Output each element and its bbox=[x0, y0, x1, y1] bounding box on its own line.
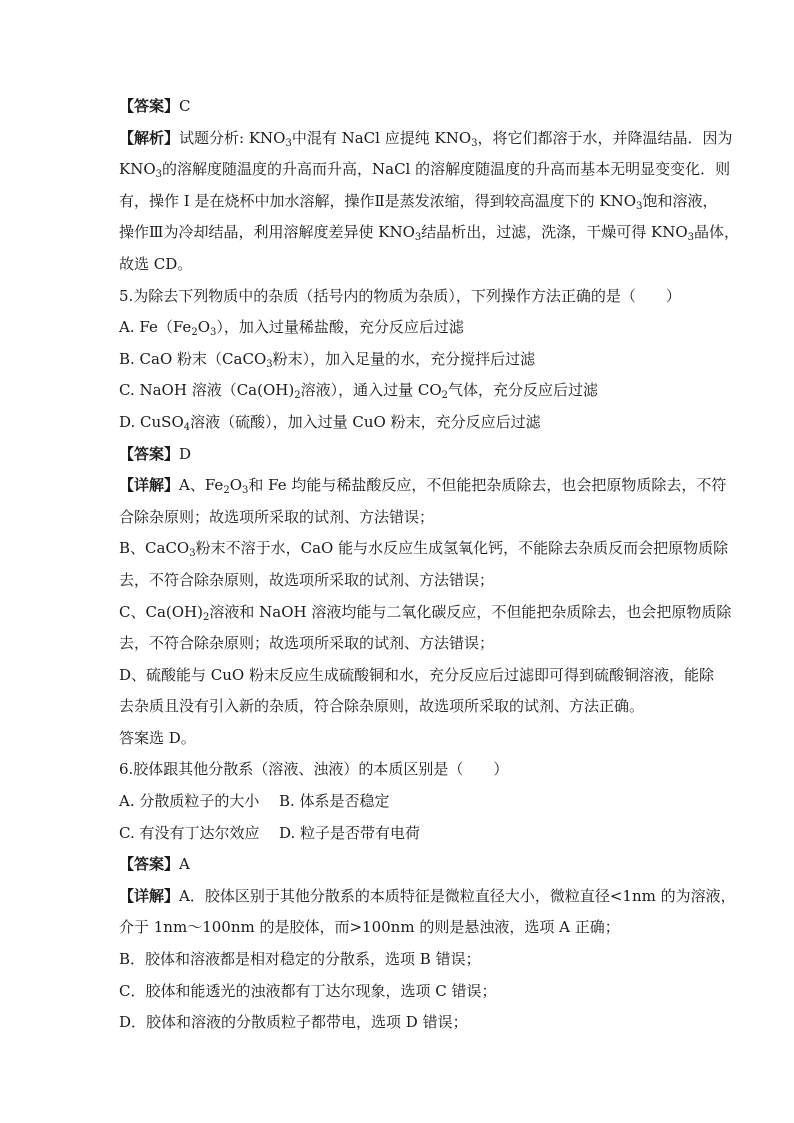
text-line bbox=[119, 696, 689, 728]
text-run: 合除杂原则；故选项所采取的试剂、方法错误； bbox=[119, 507, 435, 526]
text-line bbox=[119, 981, 689, 1013]
subscript: 3 bbox=[266, 358, 273, 370]
text-line bbox=[119, 917, 689, 949]
subscript: 3 bbox=[687, 232, 695, 244]
text-run: 【答案】 bbox=[119, 855, 180, 874]
text-run: 粉末不溶于水，CaO 能与水反应生成氢氧化钙，不能除去杂质反而会把原物质除 bbox=[195, 539, 729, 558]
document-body bbox=[119, 96, 740, 1044]
text-run: O bbox=[229, 476, 243, 495]
text-run: 去杂质且没有引入新的杂质，符合除杂原则，故选项所采取的试剂、方法正确。 bbox=[119, 697, 645, 716]
text-run: C、Ca(OH) bbox=[119, 602, 203, 621]
text-run: ，将它们都溶于水，并降温结晶．因为 bbox=[477, 128, 733, 147]
text-run: 的溶解度随温度的升高而升高，NaCl 的溶解度随温度的升高而基本无明显变变化．则 bbox=[162, 160, 731, 179]
text-run: C bbox=[179, 97, 191, 115]
text-line bbox=[119, 633, 689, 665]
option-text: C. 有没有丁达尔效应 bbox=[119, 823, 260, 842]
text-line bbox=[119, 128, 733, 160]
text-run: B. CaO 粉末（CaCO bbox=[119, 349, 267, 368]
text-line bbox=[119, 538, 729, 570]
text-run: D、硫酸能与 CuO 粉末反应生成硫酸铜和水，充分反应后过滤即可得到硫酸铜溶液，能除 bbox=[119, 665, 715, 684]
subscript: 3 bbox=[471, 137, 478, 149]
text-line bbox=[119, 96, 689, 128]
subscript: 3 bbox=[285, 137, 292, 149]
text-run: 晶体， bbox=[694, 223, 740, 242]
text-line bbox=[119, 444, 689, 476]
text-run: O bbox=[197, 318, 210, 337]
text-line bbox=[119, 349, 689, 381]
text-line bbox=[119, 507, 689, 539]
subscript: 3 bbox=[210, 327, 217, 339]
subscript: 3 bbox=[636, 200, 643, 212]
text-line bbox=[119, 791, 689, 823]
text-run: 和 Fe 均能与稀盐酸反应，不但能把杂质除去，也会把原物质除去，不符 bbox=[248, 476, 727, 495]
text-line bbox=[119, 317, 689, 349]
text-run: 有，操作 I 是在烧杯中加水溶解，操作Ⅱ是蒸发浓缩，得到较高温度下的 KNO bbox=[119, 191, 637, 210]
subscript: 2 bbox=[202, 611, 210, 623]
text-line bbox=[119, 949, 689, 981]
text-run: A. Fe（Fe bbox=[119, 318, 192, 337]
text-line bbox=[119, 886, 736, 918]
text-line bbox=[119, 854, 689, 886]
subscript: 2 bbox=[294, 390, 301, 402]
text-run: 溶液（硫酸），加入过量 CuO 粉末，充分反应后过滤 bbox=[190, 412, 541, 431]
text-run: 气体，充分反应后过滤 bbox=[448, 381, 599, 400]
text-run: 粉末），加入足量的水，充分搅拌后过滤 bbox=[272, 349, 536, 368]
text-run: B．胶体和溶液都是相对稳定的分散系，选项 B 错误； bbox=[119, 950, 481, 969]
text-run: 答案选 D。 bbox=[119, 728, 196, 747]
text-line bbox=[119, 286, 689, 318]
text-run: D．胶体和溶液的分散质粒子都带电，选项 D 错误； bbox=[119, 1013, 468, 1032]
text-run: A bbox=[179, 855, 190, 874]
text-run: 结晶析出，过滤，洗涤，干燥可得 KNO bbox=[421, 223, 688, 242]
text-run: 【详解】 bbox=[119, 886, 180, 905]
subscript: 3 bbox=[189, 548, 196, 560]
text-line bbox=[119, 191, 718, 223]
text-run: 【解析】 bbox=[119, 128, 180, 147]
text-run: ），加入过量稀盐酸，充分反应后过滤 bbox=[216, 318, 464, 337]
option-text: B. 体系是否稳定 bbox=[279, 792, 390, 811]
text-run: 介于 1nm～100nm 的是胶体，而>100nm 的则是悬浊液，选项 A 正确； bbox=[119, 918, 620, 937]
text-run: 6.胶体跟其他分散系（溶液、浊液）的本质区别是（ ） bbox=[119, 760, 509, 779]
text-run: D. CuSO bbox=[119, 412, 184, 431]
text-run: 去，不符合除杂原则，故选项所采取的试剂、方法错误； bbox=[119, 570, 495, 589]
text-run: 溶液和 NaOH 溶液均能与二氧化碳反应，不但能把杂质除去，也会把原物质除 bbox=[209, 602, 732, 621]
subscript: 3 bbox=[414, 232, 422, 244]
subscript: 2 bbox=[223, 485, 230, 497]
text-line bbox=[119, 728, 689, 760]
text-run: 操作Ⅲ为冷却结晶，利用溶解度差异使 KNO bbox=[119, 223, 415, 242]
text-line bbox=[119, 412, 689, 444]
text-run: C．胶体和能透光的浊液都有丁达尔现象，选项 C 错误； bbox=[119, 981, 497, 1000]
text-run: 故选 CD。 bbox=[119, 254, 193, 273]
text-line bbox=[119, 1012, 689, 1044]
text-run: 去，不符合除杂原则；故选项所采取的试剂、方法错误； bbox=[119, 634, 495, 653]
subscript: 3 bbox=[242, 485, 249, 497]
text-line bbox=[119, 254, 689, 286]
text-run: 溶液），通入过量 CO bbox=[300, 381, 442, 400]
text-run: 【答案】 bbox=[119, 444, 180, 463]
text-line bbox=[119, 475, 727, 507]
text-line bbox=[119, 380, 689, 412]
subscript: 2 bbox=[191, 327, 198, 339]
text-line bbox=[119, 665, 715, 697]
text-run: 饱和溶液， bbox=[642, 191, 718, 210]
text-run: 5.为除去下列物质中的杂质（括号内的物质为杂质），下列操作方法正确的是（ ） bbox=[119, 286, 681, 305]
subscript: 3 bbox=[155, 169, 163, 181]
text-run: 【详解】 bbox=[119, 476, 180, 495]
text-line bbox=[119, 159, 731, 191]
text-run: C. NaOH 溶液（Ca(OH) bbox=[119, 381, 295, 400]
text-run: A．胶体区别于其他分散系的本质特征是微粒直径大小，微粒直径<1nm 的为溶液， bbox=[179, 886, 736, 905]
text-line bbox=[119, 222, 740, 254]
text-line bbox=[119, 602, 732, 634]
text-line bbox=[119, 759, 689, 791]
text-run: B、CaCO bbox=[119, 539, 190, 558]
text-run: 【答案】 bbox=[119, 97, 180, 115]
subscript: 2 bbox=[441, 390, 448, 402]
subscript: 4 bbox=[183, 421, 191, 433]
text-run: KNO bbox=[119, 160, 156, 179]
text-run: 试题分析: KNO bbox=[179, 128, 286, 147]
text-line bbox=[119, 570, 689, 602]
text-run: D bbox=[179, 444, 192, 463]
text-run: A、Fe bbox=[179, 476, 224, 495]
text-line bbox=[119, 823, 689, 855]
text-run: 中混有 NaCl 应提纯 KNO bbox=[291, 128, 472, 147]
option-text: A. 分散质粒子的大小 bbox=[119, 792, 260, 811]
option-text: D. 粒子是否带有电荷 bbox=[279, 823, 421, 842]
